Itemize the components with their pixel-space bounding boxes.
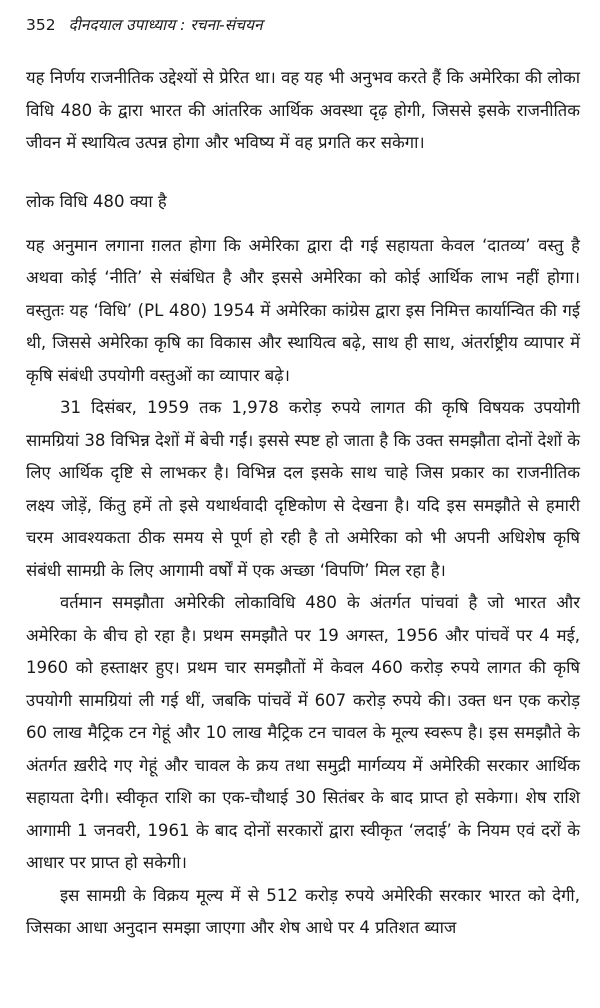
paragraph-4: वर्तमान समझौता अमेरिकी लोकाविधि 480 के अंतर्गत पांचवां है जो भारत और अमेरिका के बीच हो रहा है। प्रथम समझौते पर 19 अगस्त, 1956 और पांचवें पर 4 मई, 1960 को हस्ताक्षर हुए। प्रथम चार समझौतों में केवल 460 करोड़ रुपये लागत की कृषि उपयोगी सामग्रियां ली गई थीं, जबकि पांचवें में 607 करोड़ रुपये की। उक्त धन एक करोड़ 60 लाख मैट्रिक टन गेहूं और 10 लाख मैट्रिक टन चावल के मूल्य स्वरूप है। इस समझौते के अंतर्गत ख़रीदे गए गेहूं और चावल के क्रय तथा समुद्री मार्गव्यय में अमेरिकी सरकार आर्थिक सहायता देगी। स्वीकृत राशि का एक-चौथाई 30 सितंबर के बाद प्राप्त हो सकेगा। शेष राशि आगामी 1 जनवरी, 1961 के बाद दोनों सरकारों द्वारा स्वीकृत ‘लदाई’ के नियम एवं दरों के आधार पर प्राप्त हो सकेगी। — [26, 593, 580, 872]
paragraph-1: यह निर्णय राजनीतिक उद्देश्यों से प्रेरित था। वह यह भी अनुभव करते हैं कि अमेरिका की लोका विधि 480 के द्वारा भारत की आंतरिक आर्थिक अवस्था दृढ़ होगी, जिससे इसके राजनीतिक जीवन में स्थायित्व उत्पन्न होगा और भविष्य में वह प्रगति कर सकेगा। — [26, 68, 580, 152]
paragraph-2: यह अनुमान लगाना ग़लत होगा कि अमेरिका द्वारा दी गई सहायता केवल ‘दातव्य’ वस्तु है अथवा कोई ‘नीति’ से संबंधित है और इससे अमेरिका को कोई आर्थिक लाभ नहीं होगा। वस्तुतः यह ‘विधि’ (PL 480) 1954 में अमेरिका कांग्रेस द्वारा इस निमित्त कार्यान्वित की गई थी, जिससे अमेरिका कृषि का विकास और स्थायित्व बढ़े, साथ ही साथ, अंतर्राष्ट्रीय व्यापार में कृषि संबंधी उपयोगी वस्तुओं का व्यापार बढ़े। — [26, 235, 580, 385]
running-header — [26, 14, 580, 36]
book-title: दीनदयाल उपाध्याय : रचना-संचयन — [68, 16, 263, 34]
page-number: 352 — [26, 16, 56, 34]
book-page — [26, 14, 580, 945]
paragraph-5: इस सामग्री के विक्रय मूल्य में से 512 करोड़ रुपये अमेरिकी सरकार भारत को देगी, जिसका आधा अनुदान समझा जाएगा और शेष आधे पर 4 प्रतिशत ब्याज — [26, 885, 580, 937]
section-heading: लोक विधि 480 क्या है — [26, 191, 167, 211]
paragraph-3: 31 दिसंबर, 1959 तक 1,978 करोड़ रुपये लागत की कृषि विषयक उपयोगी सामग्रियां 38 विभिन्न देशों में बेची गईं। इससे स्पष्ट हो जाता है कि उक्त समझौता दोनों देशों के लिए आर्थिक दृष्टि से लाभकर है। विभिन्न दल इसके साथ चाहे जिस प्रकार का राजनीतिक लक्ष्य जोड़ें, किंतु हमें तो इसे यथार्थवादी दृष्टिकोण से देखना है। यदि इस समझौते से हमारी चरम आवश्यकता ठीक समय से पूर्ण हो रही है तो अमेरिका को भी अपनी अधिशेष कृषि संबंधी सामग्री के लिए आगामी वर्षों में एक अच्छा ‘विपणि’ मिल रहा है। — [26, 398, 580, 580]
